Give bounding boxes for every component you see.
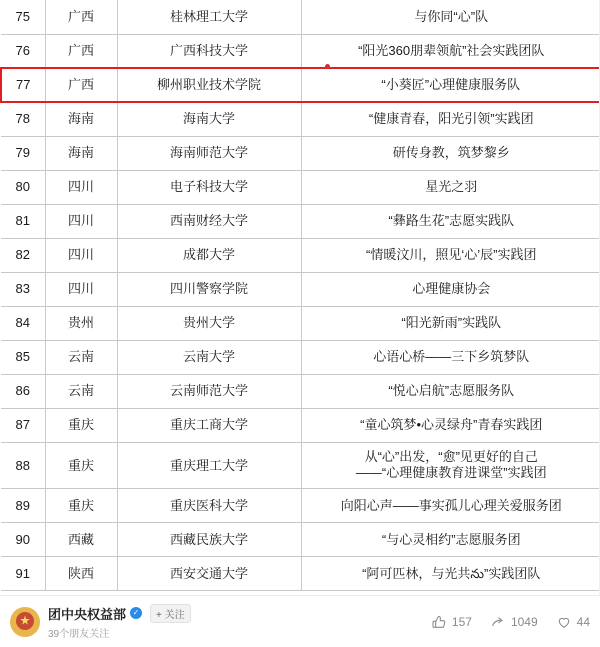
cell-province: 海南 [45,102,117,136]
cell-school: 重庆工商大学 [117,408,301,442]
verified-badge-icon: ✓ [130,607,142,619]
cell-team: “阿可匹林，与光共ను”实践团队 [301,557,600,591]
cell-school: 重庆理工大学 [117,442,301,489]
cell-team: “阳光360朋辈领航”社会实践团队 [301,34,600,68]
cell-school: 西藏民族大学 [117,523,301,557]
account-info [48,604,191,640]
cell-school: 柳州职业技术学院 [117,68,301,102]
cell-team: 与你同“心”队 [301,0,600,34]
post-footer-bar [0,595,600,647]
table-row [1,442,600,489]
table-row [1,340,600,374]
cell-school: 西安交通大学 [117,557,301,591]
table-row-highlighted [1,68,600,102]
like-stat[interactable] [431,614,472,630]
table-row [1,204,600,238]
cell-province: 陕西 [45,557,117,591]
cell-province: 云南 [45,374,117,408]
cell-province: 重庆 [45,489,117,523]
cell-province: 贵州 [45,306,117,340]
cursor-marker-dot [325,64,330,69]
cell-number: 91 [1,557,45,591]
table-row [1,408,600,442]
cell-number: 75 [1,0,45,34]
cell-team: “悦心启航”志愿服务队 [301,374,600,408]
table-row [1,306,600,340]
table-row [1,0,600,34]
table-body [1,0,600,591]
table-row [1,102,600,136]
cell-team: 心理健康协会 [301,272,600,306]
cell-team: “与心灵相约”志愿服务团 [301,523,600,557]
share-count: 1049 [510,614,538,629]
cell-province: 四川 [45,272,117,306]
friends-following-text: 39个朋友关注 [48,628,110,640]
table-row [1,238,600,272]
table-row [1,557,600,591]
cell-province: 广西 [45,0,117,34]
cell-team: “童心筑梦•心灵绿舟”青春实践团 [301,408,600,442]
cell-team: “小葵匠”心理健康服务队 [301,68,600,102]
cell-school: 云南师范大学 [117,374,301,408]
cell-province: 广西 [45,68,117,102]
cell-province: 云南 [45,340,117,374]
cell-school: 四川警察学院 [117,272,301,306]
cell-number: 88 [1,442,45,489]
avatar[interactable] [10,607,40,637]
cell-province: 四川 [45,238,117,272]
cell-number: 76 [1,34,45,68]
cell-province: 重庆 [45,442,117,489]
cell-number: 82 [1,238,45,272]
cell-team: 向阳心声——事实孤儿心理关爱服务团 [301,489,600,523]
table-row [1,489,600,523]
follow-button[interactable]: + 关注 [150,604,191,623]
cell-team [301,442,600,489]
cell-school: 重庆医科大学 [117,489,301,523]
cell-number: 90 [1,523,45,557]
cell-team: “情暖汶川，照见‘心’辰”实践团 [301,238,600,272]
cell-team: 心语心桥——三下乡筑梦队 [301,340,600,374]
cell-number: 83 [1,272,45,306]
cell-number: 77 [1,68,45,102]
cell-province: 海南 [45,136,117,170]
cell-team: 星光之羽 [301,170,600,204]
cell-school: 电子科技大学 [117,170,301,204]
heart-icon [556,614,572,630]
cell-team: “健康青春，阳光引领”实践团 [301,102,600,136]
table-row [1,374,600,408]
cell-province: 四川 [45,204,117,238]
cell-school: 桂林理工大学 [117,0,301,34]
cell-team-line2: ——“心理健康教育进课堂”实践团 [355,465,547,481]
cell-province: 西藏 [45,523,117,557]
account-name[interactable]: 团中央权益部 [48,606,127,622]
cell-team: “阳光新雨”实践队 [301,306,600,340]
cell-school: 云南大学 [117,340,301,374]
like-count: 157 [451,614,472,629]
engagement-stats [431,614,590,630]
cell-school: 贵州大学 [117,306,301,340]
table-row [1,170,600,204]
table-row [1,272,600,306]
cell-number: 87 [1,408,45,442]
cell-number: 89 [1,489,45,523]
thumbs-up-icon [431,614,447,630]
cell-team: 研传身教，筑梦黎乡 [301,136,600,170]
account-name-row [48,604,191,623]
cell-school: 海南大学 [117,102,301,136]
cell-number: 85 [1,340,45,374]
cell-province: 四川 [45,170,117,204]
cell-number: 84 [1,306,45,340]
table-row [1,523,600,557]
cell-team-line1: 从“心”出发，“愈”见更好的自己 [364,448,538,464]
cell-number: 81 [1,204,45,238]
share-stat[interactable] [490,614,538,630]
cell-number: 86 [1,374,45,408]
cell-school: 海南师范大学 [117,136,301,170]
cell-team: “彝路生花”志愿实践队 [301,204,600,238]
cell-school: 成都大学 [117,238,301,272]
cell-number: 79 [1,136,45,170]
cell-number: 80 [1,170,45,204]
favorite-stat[interactable] [556,614,590,630]
cell-province: 广西 [45,34,117,68]
cell-province: 重庆 [45,408,117,442]
favorite-count: 44 [576,614,590,629]
cell-school: 西南财经大学 [117,204,301,238]
table-row [1,34,600,68]
share-arrow-icon [490,614,506,630]
cell-school: 广西科技大学 [117,34,301,68]
cell-number: 78 [1,102,45,136]
table-row [1,136,600,170]
